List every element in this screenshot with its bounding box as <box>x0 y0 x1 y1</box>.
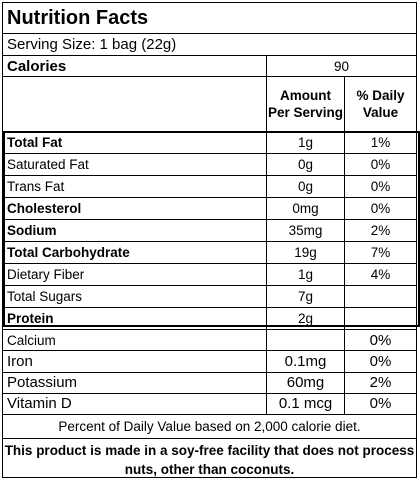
facility-note: This product is made in a soy-free facility that does not process nuts, other than coconuts. <box>3 438 416 479</box>
nutrient-daily-value: 4% <box>344 264 416 285</box>
nutrient-name: Protein <box>7 311 54 326</box>
label-title: Nutrition Facts <box>7 7 149 29</box>
nutrient-daily-value: 0% <box>344 394 416 414</box>
nutrient-row <box>3 307 416 329</box>
nutrient-amount: 35mg <box>266 220 344 241</box>
nutrient-daily-value: 2% <box>344 373 416 393</box>
nutrient-name: Vitamin D <box>7 395 72 413</box>
vitamin-row <box>3 350 416 371</box>
vitamin-row <box>3 329 416 350</box>
nutrient-amount <box>266 330 344 350</box>
nutrient-daily-value: 2% <box>344 220 416 241</box>
nutrient-row <box>3 131 416 153</box>
column-header-row <box>3 76 416 131</box>
nutrient-row <box>3 285 416 307</box>
nutrient-amount: 7g <box>266 286 344 307</box>
nutrient-daily-value: 1% <box>344 132 416 153</box>
nutrient-name: Saturated Fat <box>7 157 89 172</box>
header-amount-line2: Per Serving <box>267 105 344 120</box>
nutrient-daily-value: 0% <box>344 176 416 197</box>
nutrient-daily-value: 0% <box>344 154 416 175</box>
nutrient-amount: 60mg <box>266 373 344 393</box>
nutrient-amount: 1g <box>266 132 344 153</box>
header-dv-line2: Value <box>362 105 399 120</box>
nutrient-daily-value: 7% <box>344 242 416 263</box>
nutrient-amount: 2g <box>266 308 344 329</box>
header-amount-line1: Amount <box>279 88 331 103</box>
nutrient-amount: 0.1 mcg <box>266 394 344 414</box>
serving-size: Serving Size: 1 bag (22g) <box>3 33 416 55</box>
nutrient-row <box>3 197 416 219</box>
calories-label: Calories <box>7 57 67 75</box>
nutrient-amount: 0mg <box>266 198 344 219</box>
nutrient-name: Iron <box>7 352 33 370</box>
header-daily-value <box>344 77 416 131</box>
nutrient-row <box>3 153 416 175</box>
vitamin-row <box>3 393 416 414</box>
nutrient-daily-value <box>344 308 416 329</box>
nutrient-name: Cholesterol <box>7 201 82 216</box>
nutrient-name: Dietary Fiber <box>7 267 85 282</box>
nutrient-name: Total Carbohydrate <box>7 245 130 260</box>
nutrient-name: Total Sugars <box>7 289 83 304</box>
nutrient-daily-value: 0% <box>344 330 416 350</box>
nutrient-amount: 0g <box>266 176 344 197</box>
calories-value: 90 <box>266 56 416 76</box>
nutrient-row <box>3 263 416 285</box>
daily-value-footnote: Percent of Daily Value based on 2,000 calorie diet. <box>3 414 416 439</box>
nutrient-daily-value: 0% <box>344 198 416 219</box>
nutrient-amount: 19g <box>266 242 344 263</box>
nutrient-row <box>3 241 416 263</box>
nutrient-name: Trans Fat <box>7 179 65 194</box>
header-dv-line1: % Daily <box>356 88 405 103</box>
nutrient-name: Potassium <box>7 374 78 392</box>
nutrient-row <box>3 175 416 197</box>
nutrient-daily-value <box>344 286 416 307</box>
header-blank <box>3 77 266 131</box>
nutrient-name: Calcium <box>7 332 56 348</box>
calories-row <box>3 55 416 76</box>
nutrient-amount: 1g <box>266 264 344 285</box>
nutrient-amount: 0g <box>266 154 344 175</box>
header-amount <box>266 77 344 131</box>
nutrient-name: Sodium <box>7 223 57 238</box>
nutrient-name: Total Fat <box>7 135 63 150</box>
nutrient-daily-value: 0% <box>344 351 416 371</box>
nutrition-label <box>2 2 417 478</box>
nutrient-row <box>3 219 416 241</box>
nutrient-amount: 0.1mg <box>266 351 344 371</box>
vitamin-row <box>3 372 416 393</box>
